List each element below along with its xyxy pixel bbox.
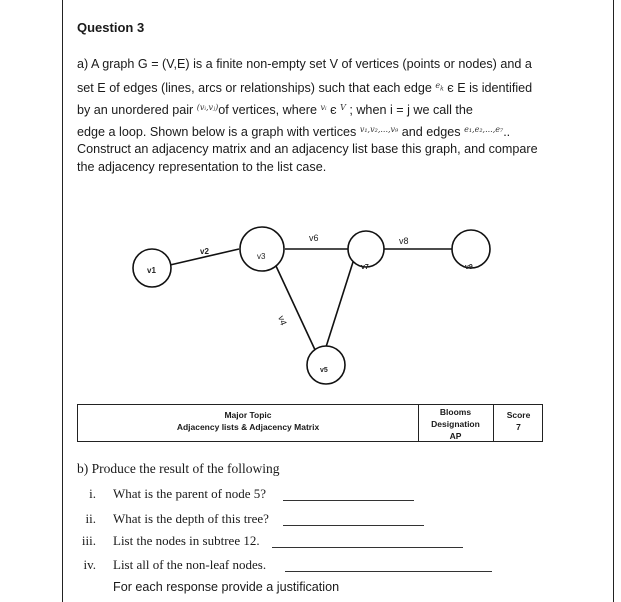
node-v5 bbox=[307, 346, 345, 384]
edge-v7-v5 bbox=[326, 262, 353, 347]
edges-symbol: e₁,e₂,...,e₇ bbox=[464, 125, 504, 134]
item-1-answer-blank[interactable] bbox=[283, 500, 414, 501]
score-label: Score bbox=[506, 410, 531, 420]
part-b-title: b) Produce the result of the following bbox=[77, 461, 280, 476]
label-v3: v3 bbox=[257, 252, 266, 261]
label-v6: v6 bbox=[309, 233, 319, 243]
label-v1: v1 bbox=[147, 266, 156, 275]
blooms-value: AP bbox=[449, 431, 462, 441]
graph-nodes bbox=[133, 227, 490, 384]
major-topic-value: Adjacency lists & Adjacency Matrix bbox=[176, 422, 320, 432]
part-a-line-6: the adjacency representation to the list case. bbox=[77, 160, 327, 174]
edge-symbol: ek bbox=[435, 81, 444, 93]
justification-note: For each response provide a justification bbox=[113, 580, 340, 594]
item-4-answer-blank[interactable] bbox=[285, 571, 492, 572]
topic-table bbox=[77, 404, 543, 442]
part-a-line-2: set E of edges (lines, arcs or relationships) such that each edge $^{e_k}$ є E is identified bbox=[77, 81, 533, 95]
question-title: Question 3 bbox=[77, 20, 145, 35]
item-2-number: ii. bbox=[85, 511, 96, 526]
node-v7 bbox=[348, 231, 384, 267]
label-v5: v5 bbox=[320, 367, 328, 374]
item-1-text: What is the parent of node 5? bbox=[113, 486, 267, 501]
label-v8: v8 bbox=[399, 236, 409, 246]
item-2-text: What is the depth of this tree? bbox=[113, 511, 269, 526]
part-a-line-1: a) A graph G = (V,E) is a finite non-empty set V of vertices (points or nodes) and a bbox=[77, 57, 532, 71]
edge-v3-v5 bbox=[276, 266, 316, 352]
label-v9: v9 bbox=[465, 264, 473, 271]
blooms-label-1: Blooms bbox=[439, 407, 472, 417]
item-1-number: i. bbox=[89, 486, 96, 501]
score-value: 7 bbox=[516, 422, 521, 432]
major-topic-cell bbox=[78, 409, 418, 433]
blooms-label-2: Designation bbox=[431, 419, 480, 429]
major-topic-label: Major Topic bbox=[224, 410, 272, 420]
blooms-cell bbox=[418, 406, 493, 442]
item-4-number: iv. bbox=[83, 557, 96, 572]
label-v7: v7 bbox=[361, 264, 369, 271]
score-cell bbox=[493, 409, 544, 433]
node-v3 bbox=[240, 227, 284, 271]
vertex-pair-symbol: (vᵢ,vⱼ) bbox=[196, 103, 219, 112]
vertices-symbol: v₁,v₂,...,v₉ bbox=[359, 125, 399, 134]
item-4-text: List all of the non-leaf nodes. bbox=[113, 557, 267, 572]
vertex-set-symbol: V bbox=[340, 103, 346, 112]
label-v4: v4 bbox=[276, 314, 289, 327]
item-3-answer-blank[interactable] bbox=[272, 547, 463, 548]
vi-symbol: vᵢ bbox=[320, 103, 327, 112]
part-a-line-4: edge a loop. Shown below is a graph with vertices $^{v_1,v_2,...,v_9}$ and edges $^{e_1,e_2,...,e_7}$.. bbox=[77, 125, 511, 139]
item-3-number: iii. bbox=[81, 533, 96, 548]
label-v2: v2 bbox=[200, 247, 209, 256]
item-2-answer-blank[interactable] bbox=[283, 525, 424, 526]
item-3-text: List the nodes in subtree 12. bbox=[113, 533, 260, 548]
part-a-line-5: Construct an adjacency matrix and an adjacency list base this graph, and compare bbox=[77, 142, 538, 156]
graph-edges bbox=[170, 249, 452, 352]
part-a-line-3: by an unordered pair $^{(vᵢ,vⱼ)}$of vertices, where $^{vᵢ}$ є $^V$ ; when i = j we call the bbox=[77, 103, 473, 117]
node-v9 bbox=[452, 230, 490, 268]
